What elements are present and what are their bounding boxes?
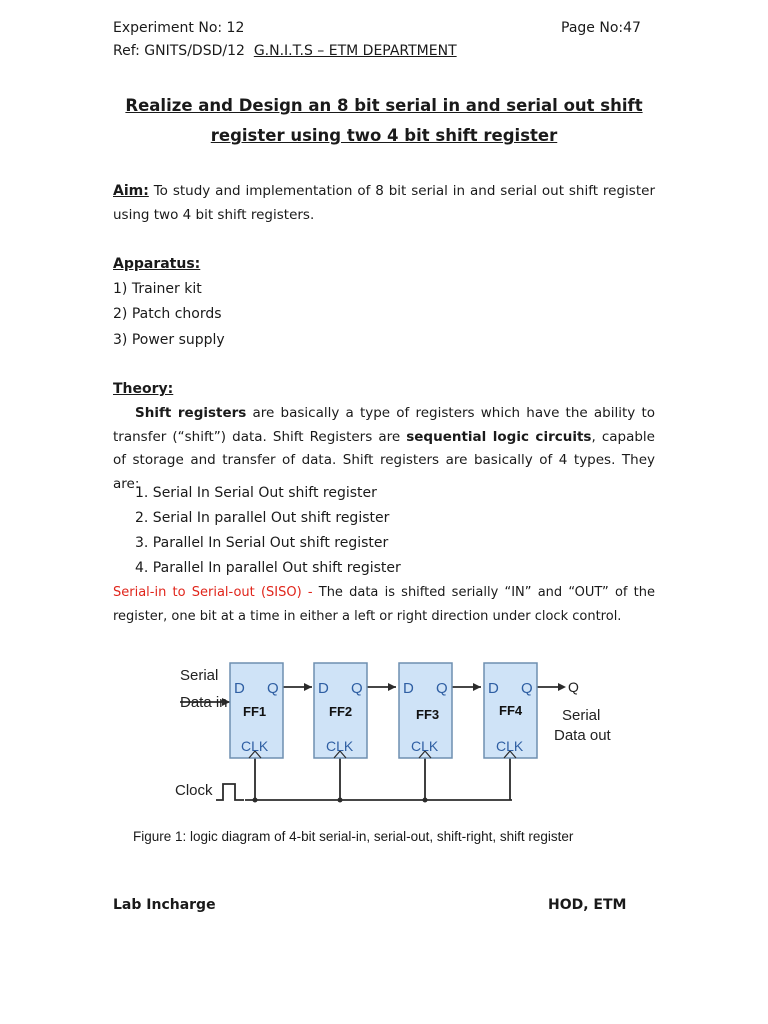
flip-flop-ff4 bbox=[484, 663, 537, 758]
pin-clk-label: CLK bbox=[241, 738, 269, 754]
register-type-item: 2. Serial In parallel Out shift register bbox=[135, 510, 390, 526]
siso-text: The data is shifted serially “IN” and “OUT” of the register, one bit at a time in either a left or right direction under clock control. bbox=[113, 585, 656, 624]
flip-flop-ff2 bbox=[314, 663, 367, 758]
flip-flop-ff1 bbox=[230, 663, 283, 758]
pin-q-label: Q bbox=[436, 680, 448, 697]
pin-d-label: D bbox=[234, 680, 245, 697]
flip-flop-ff3 bbox=[399, 663, 452, 758]
theory-text-2: , capable of storage and transfer of data. Shift registers are basically of 4 types. They are: bbox=[113, 428, 655, 492]
title-line-1: Realize and Design an 8 bit serial in and serial out shift bbox=[125, 96, 643, 115]
clock-label: Clock bbox=[175, 782, 213, 799]
serial-in-label-1: Serial bbox=[180, 667, 219, 684]
apparatus-item: 3) Power supply bbox=[113, 332, 225, 348]
serial-out-label-2: Data out bbox=[554, 727, 611, 744]
apparatus-heading: Apparatus: bbox=[113, 256, 201, 272]
pin-q-label: Q bbox=[267, 680, 279, 697]
pin-d-label: D bbox=[488, 680, 499, 697]
theory-term-sequential: sequential logic circuits bbox=[406, 428, 592, 445]
pin-clk-label: CLK bbox=[411, 738, 439, 754]
lab-incharge-signature: Lab Incharge bbox=[113, 897, 216, 913]
title-line-2: register using two 4 bit shift register bbox=[210, 126, 558, 145]
ff-label: FF4 bbox=[499, 703, 523, 718]
aim-label: Aim: bbox=[113, 183, 149, 199]
aim-text: To study and implementation of 8 bit serial in and serial out shift register using two 4 bit shift registers. bbox=[113, 183, 655, 223]
hod-signature: HOD, ETM bbox=[548, 897, 627, 913]
theory-text-1: are basically a type of registers which have the ability to transfer (“shift”) data. Shift Registers are bbox=[113, 405, 656, 445]
page-number: Page No:47 bbox=[561, 20, 641, 36]
ff-label: FF2 bbox=[329, 704, 353, 719]
reference-line bbox=[113, 43, 457, 59]
siso-paragraph bbox=[113, 581, 655, 629]
reference-code: Ref: GNITS/DSD/12 bbox=[113, 43, 245, 59]
pin-clk-label: CLK bbox=[496, 738, 524, 754]
pin-d-label: D bbox=[318, 680, 329, 697]
apparatus-item: 1) Trainer kit bbox=[113, 281, 202, 297]
aim-paragraph bbox=[113, 179, 655, 227]
pin-d-label: D bbox=[403, 680, 414, 697]
pin-clk-label: CLK bbox=[326, 738, 354, 754]
figure-caption: Figure 1: logic diagram of 4-bit serial-in, serial-out, shift-right, shift register bbox=[133, 829, 574, 844]
theory-paragraph bbox=[113, 402, 655, 496]
serial-out-label-1: Serial bbox=[562, 707, 601, 724]
apparatus-item: 2) Patch chords bbox=[113, 306, 222, 322]
register-type-item: 3. Parallel In Serial Out shift register bbox=[135, 535, 389, 551]
experiment-number: Experiment No: 12 bbox=[113, 20, 245, 36]
ff-label: FF1 bbox=[243, 704, 267, 719]
theory-heading: Theory: bbox=[113, 381, 174, 397]
shift-register-diagram bbox=[160, 650, 620, 820]
pin-q-label: Q bbox=[351, 680, 363, 697]
pin-q-label: Q bbox=[521, 680, 533, 697]
register-type-item: 4. Parallel In parallel Out shift register bbox=[135, 560, 401, 576]
q-output-label: Q bbox=[568, 679, 579, 695]
register-type-item: 1. Serial In Serial Out shift register bbox=[135, 485, 377, 501]
ff-label: FF3 bbox=[416, 707, 440, 722]
serial-in-label-2: Data in bbox=[180, 694, 228, 711]
department-name: G.N.I.T.S – ETM DEPARTMENT bbox=[253, 43, 457, 59]
siso-label: Serial-in to Serial-out (SISO) - bbox=[113, 585, 313, 600]
theory-term-shift-registers: Shift registers bbox=[135, 405, 247, 421]
